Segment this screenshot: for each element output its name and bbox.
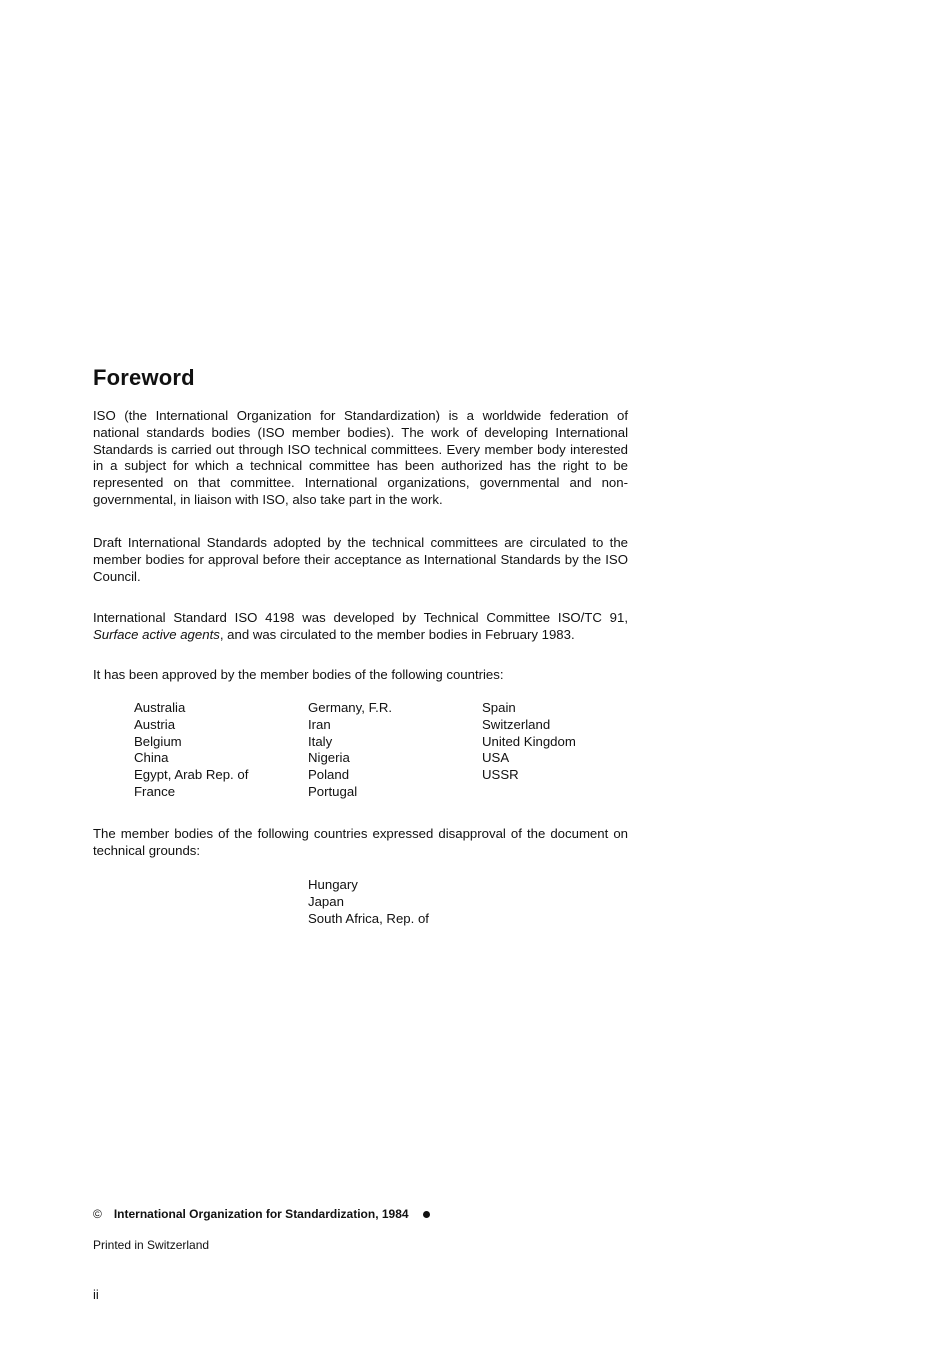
committee-title: Surface active agents xyxy=(93,626,220,642)
paragraph-draft-standards: Draft International Standards adopted by the technical committees are circulated to the member bodies for approval before their acceptance as International Standards by the ISO Council. xyxy=(93,535,628,584)
disapproved-countries xyxy=(308,877,429,927)
country-item: Germany, F.R. xyxy=(308,700,393,715)
page-title: Foreword xyxy=(93,365,195,390)
printed-location: Printed in Switzerland xyxy=(93,1238,210,1252)
approved-countries-column-2 xyxy=(308,700,392,801)
paragraph-text: International Standard ISO 4198 was developed by Technical Committee ISO/TC 91, xyxy=(93,610,628,625)
approved-countries-column-3 xyxy=(482,700,576,784)
country-item: Austria xyxy=(134,716,176,732)
copyright-notice xyxy=(93,1207,430,1221)
paragraph-approval: It has been approved by the member bodies of the following countries: xyxy=(93,667,504,682)
copyright-text: International Organization for Standardization, 1984 xyxy=(113,1207,409,1221)
country-item: France xyxy=(134,783,176,799)
country-item: Japan xyxy=(308,893,344,909)
country-item: United Kingdom xyxy=(482,733,576,749)
country-item: South Africa, Rep. of xyxy=(308,910,429,926)
country-item: USSR xyxy=(482,767,519,783)
country-item: USA xyxy=(482,750,510,766)
country-item: Iran xyxy=(308,716,331,732)
copyright-icon: © xyxy=(93,1207,102,1221)
paragraph-standard-development xyxy=(93,610,628,644)
country-item: China xyxy=(134,750,169,766)
paragraph-text: , and was circulated to the member bodies in February 1983. xyxy=(219,626,575,642)
country-item: Belgium xyxy=(134,733,182,749)
country-item: Australia xyxy=(134,700,186,715)
bullet-dot-icon xyxy=(423,1211,430,1218)
country-item: Egypt, Arab Rep. of xyxy=(134,767,249,783)
approved-countries-column-1 xyxy=(134,700,248,801)
paragraph-iso-intro: ISO (the International Organization for Standardization) is a worldwide federation of national standards bodies (ISO member bodies). The work of developing International Standards is carried out through ISO technical committees. Every member body interested in a subject for which a technical committee has been authorized has the right to be represented on that committee. International organizations, governmental and non-governmental, in liaison with ISO, also take part in the work. xyxy=(93,408,628,507)
country-item: Poland xyxy=(308,767,350,783)
country-item: Nigeria xyxy=(308,750,350,766)
country-item: Switzerland xyxy=(482,716,551,732)
country-item: Italy xyxy=(308,733,333,749)
country-item: Hungary xyxy=(308,877,358,892)
page-number: ii xyxy=(93,1287,99,1302)
country-item: Portugal xyxy=(308,783,358,799)
paragraph-disapproval: The member bodies of the following countries expressed disapproval of the document on technical grounds: xyxy=(93,826,628,858)
country-item: Spain xyxy=(482,700,516,715)
